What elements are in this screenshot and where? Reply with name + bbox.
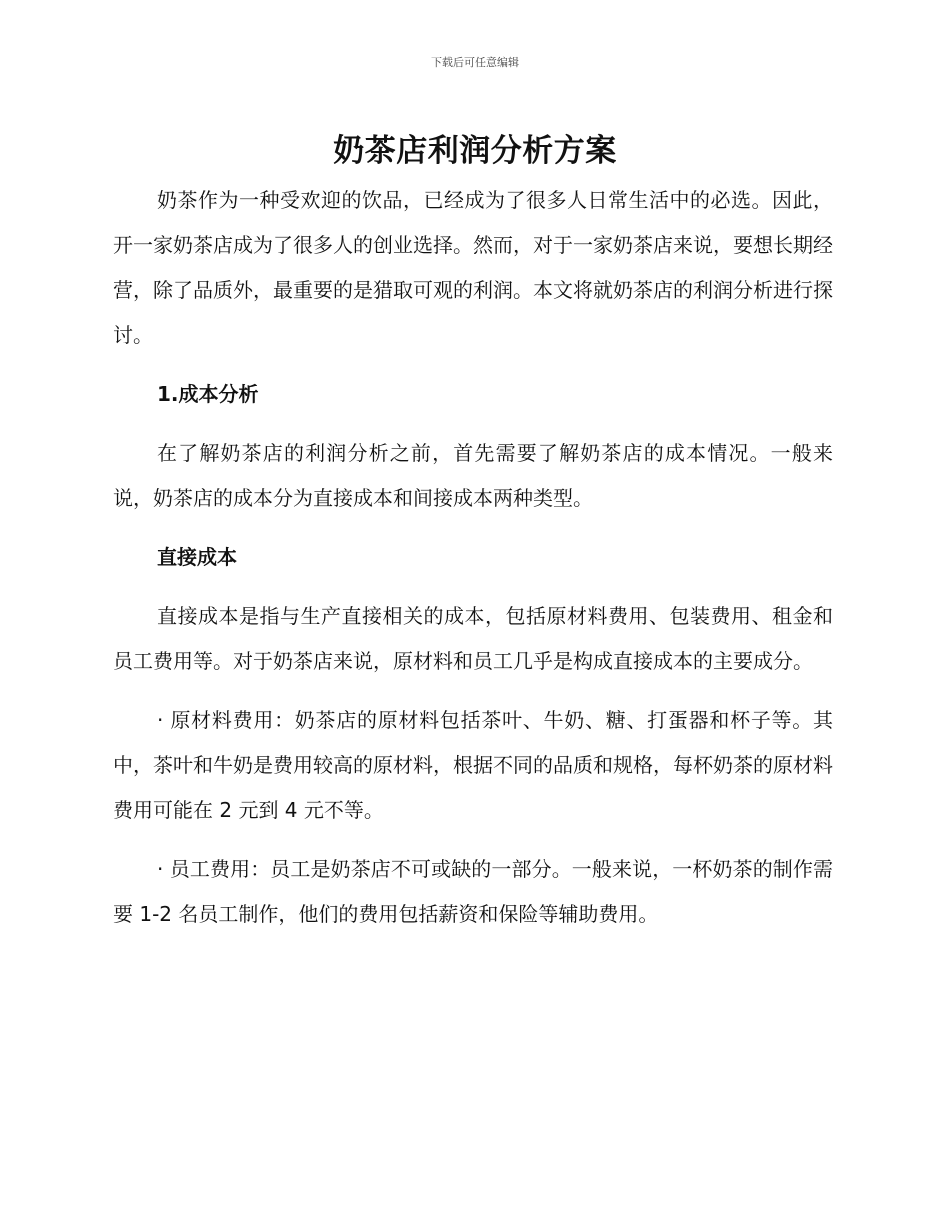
- spacer: [113, 580, 833, 594]
- spacer: [113, 417, 833, 431]
- bullet-materials: · 原材料费用：奶茶店的原材料包括茶叶、牛奶、糖、打蛋器和杯子等。其中，茶叶和牛奶是费用较高的原材料，根据不同的品质和规格，每杯奶茶的原材料费用可能在 2 元到 4 元不等。: [113, 708, 833, 822]
- bullet-staff: · 员工费用：员工是奶茶店不可或缺的一部分。一般来说，一杯奶茶的制作需要 1-2 名员工制作，他们的费用包括薪资和保险等辅助费用。: [113, 857, 833, 926]
- cost-analysis-paragraph: 在了解奶茶店的利润分析之前，首先需要了解奶茶店的成本情况。一般来说，奶茶店的成本分为直接成本和间接成本两种类型。: [113, 441, 833, 510]
- section-heading-cost-analysis: 1.成本分析: [157, 382, 259, 406]
- spacer: [113, 521, 833, 535]
- section-heading-direct-cost: 直接成本: [157, 545, 237, 569]
- spacer: [113, 358, 833, 372]
- document-body: [113, 178, 833, 937]
- spacer: [113, 833, 833, 847]
- spacer: [113, 684, 833, 698]
- direct-cost-paragraph: 直接成本是指与生产直接相关的成本，包括原材料费用、包装费用、租金和员工费用等。对于奶茶店来说，原材料和员工几乎是构成直接成本的主要成分。: [113, 604, 833, 673]
- intro-paragraph: 奶茶作为一种受欢迎的饮品，已经成为了很多人日常生活中的必选。因此，开一家奶茶店成为了很多人的创业选择。然而，对于一家奶茶店来说，要想长期经营，除了品质外，最重要的是猎取可观的利润。本文将就奶茶店的利润分析进行探讨。: [113, 188, 833, 347]
- document-title: 奶茶店利润分析方案: [333, 133, 617, 169]
- header-note: 下载后可任意编辑: [431, 56, 519, 69]
